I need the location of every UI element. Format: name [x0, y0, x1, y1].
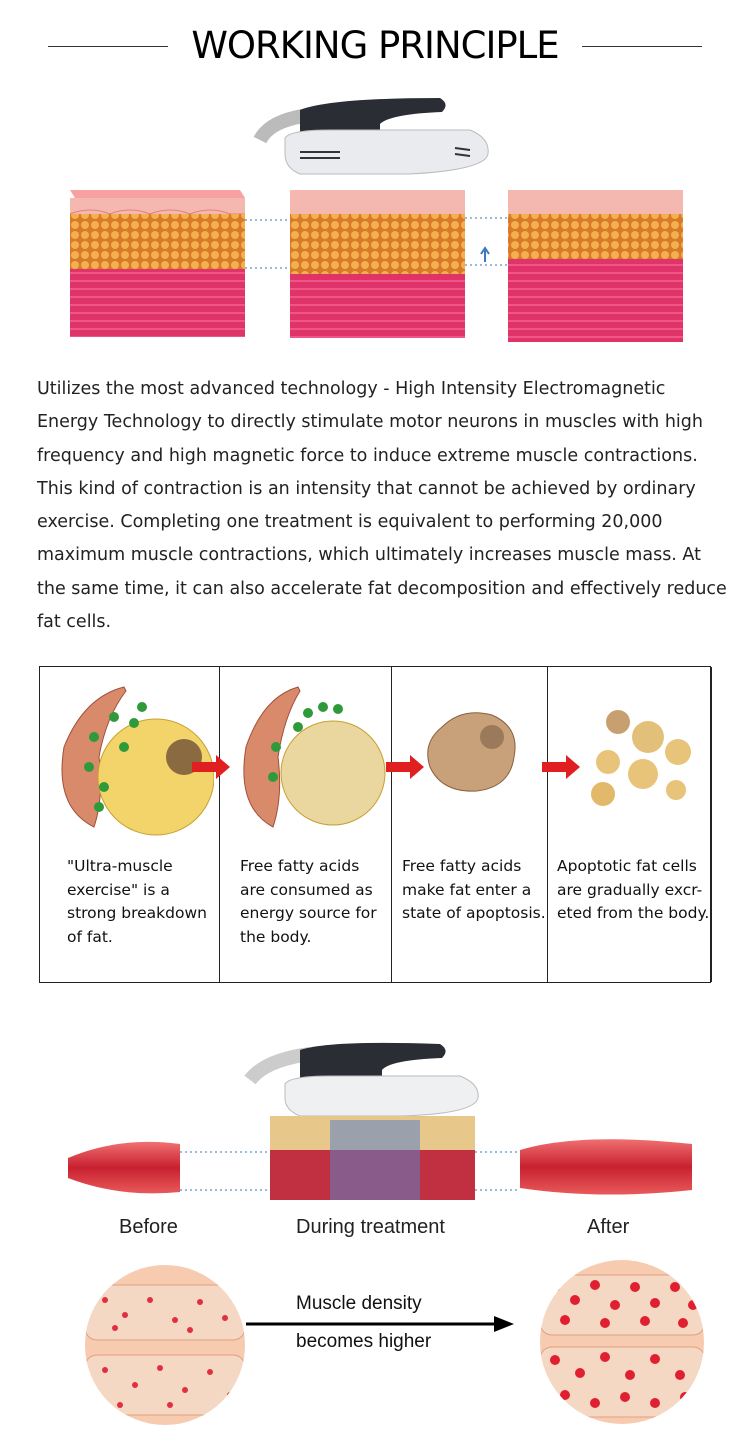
before-label: Before	[119, 1216, 178, 1238]
muscle-after	[520, 1139, 692, 1194]
during-treatment-label: During treatment	[296, 1216, 445, 1238]
arrow-text-line2: becomes higher	[296, 1331, 432, 1352]
muscle-fat-cell-icon	[44, 677, 214, 837]
density-after-icon	[535, 1255, 710, 1430]
device-icon	[250, 1043, 478, 1116]
after-label: After	[587, 1216, 630, 1238]
step-4-text: Apoptotic fat cells are gradually excr-eted from the body.	[557, 857, 710, 922]
muscle-fat-cell-icon	[228, 677, 388, 837]
density-before-icon	[80, 1260, 250, 1430]
tissue-block-2	[290, 190, 465, 338]
process-steps	[39, 666, 711, 983]
arrow-icon	[386, 755, 426, 779]
fat-cell-icon	[422, 707, 522, 797]
step-3-text: Free fatty acids make fat enter a state of apoptosis.	[402, 857, 546, 922]
tissue-block-1	[70, 190, 245, 337]
arrow-text-line1: Muscle density	[296, 1293, 422, 1314]
muscle-before	[68, 1142, 180, 1194]
step-1-text: "Ultra-muscle exercise" is a strong breakdown of fat.	[67, 857, 207, 946]
muscle-comparison-illustration	[60, 1040, 700, 1200]
step-1	[40, 667, 220, 982]
tissue-block-3	[508, 190, 683, 342]
page-title: WORKING PRINCIPLE	[191, 24, 559, 67]
device-icon	[260, 98, 488, 174]
arrow-icon	[542, 755, 582, 779]
step-2-text: Free fatty acids are consumed as energy source for the body.	[240, 857, 377, 946]
step-3	[392, 667, 548, 982]
intro-paragraph: Utilizes the most advanced technology - High Intensity Electromagnetic Energy Technology to directly stimulate motor neurons in muscles with high frequency and high magnetic force to induce extreme muscle contractions. This kind of contraction is an intensity that cannot be achieved by ordinary exercise. Completing one treatment is equivalent to performing 20,000 maximum muscle contractions, which ultimately increases muscle mass. At the same time, it can also accelerate fat decomposition and effectively reduce fat cells.	[37, 379, 727, 633]
arrow-icon	[192, 755, 232, 779]
step-4	[548, 667, 712, 982]
step-2	[220, 667, 392, 982]
apoptotic-cells-icon	[578, 702, 698, 812]
tissue-illustration	[30, 90, 720, 350]
